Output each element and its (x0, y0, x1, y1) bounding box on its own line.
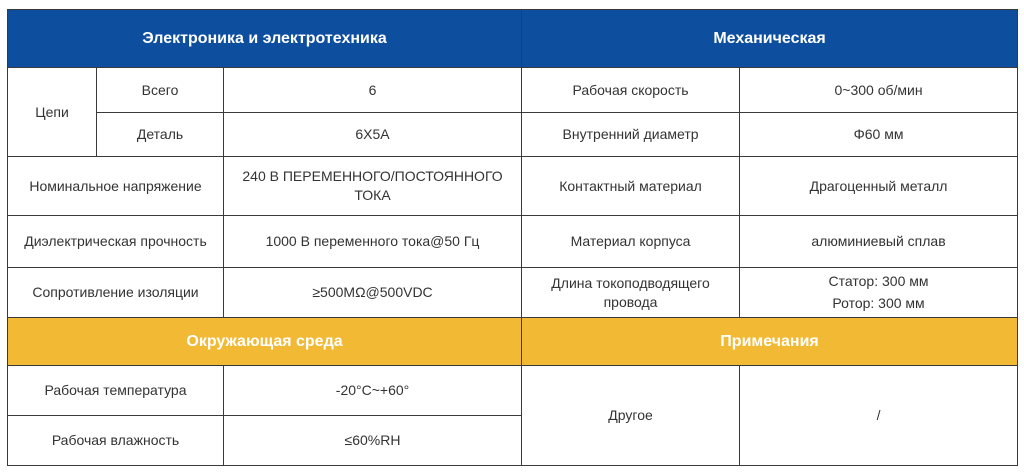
other-label: Другое (522, 366, 740, 466)
housing-label: Материал корпуса (522, 216, 740, 268)
circuits-detail-value: 6X5A (224, 113, 522, 157)
contact-value: Драгоценный металл (740, 157, 1018, 216)
table-row (8, 216, 1018, 268)
wire-rotor: Ротор: 300 мм (832, 295, 925, 311)
header-row-top (8, 10, 1018, 68)
housing-value: алюминиевый сплав (740, 216, 1018, 268)
circuits-detail-label: Деталь (97, 113, 224, 157)
table-row (8, 157, 1018, 216)
diameter-label: Внутренний диаметр (522, 113, 740, 157)
insulation-label: Сопротивление изоляции (8, 268, 224, 318)
wire-length-label: Длина токоподводящего провода (522, 268, 740, 318)
wire-length-value (740, 268, 1018, 318)
circuits-total-value: 6 (224, 68, 522, 113)
voltage-label: Номинальное напряжение (8, 157, 224, 216)
speed-label: Рабочая скорость (522, 68, 740, 113)
dielectric-label: Диэлектрическая прочность (8, 216, 224, 268)
temperature-label: Рабочая температура (8, 366, 224, 416)
header-row-bottom (8, 318, 1018, 366)
table-row (8, 268, 1018, 318)
table-row (8, 113, 1018, 157)
contact-label: Контактный материал (522, 157, 740, 216)
humidity-label: Рабочая влажность (8, 416, 224, 466)
dielectric-value: 1000 В переменного тока@50 Гц (224, 216, 522, 268)
diameter-value: Φ60 мм (740, 113, 1018, 157)
humidity-value: ≤60%RH (224, 416, 522, 466)
circuits-total-label: Всего (97, 68, 224, 113)
spec-table (7, 9, 1018, 466)
section-mechanical-header: Механическая (522, 10, 1018, 68)
table-row (8, 68, 1018, 113)
wire-stator: Статор: 300 мм (828, 273, 929, 289)
other-value: / (740, 366, 1018, 466)
speed-value: 0~300 об/мин (740, 68, 1018, 113)
table-row (8, 366, 1018, 416)
section-notes-header: Примечания (522, 318, 1018, 366)
insulation-value: ≥500MΩ@500VDC (224, 268, 522, 318)
voltage-value: 240 В ПЕРЕМЕННОГО/ПОСТОЯННОГО ТОКА (224, 157, 522, 216)
section-electronics-header: Электроника и электротехника (8, 10, 522, 68)
temperature-value: -20°C~+60° (224, 366, 522, 416)
circuits-label: Цепи (8, 68, 97, 157)
section-environment-header: Окружающая среда (8, 318, 522, 366)
